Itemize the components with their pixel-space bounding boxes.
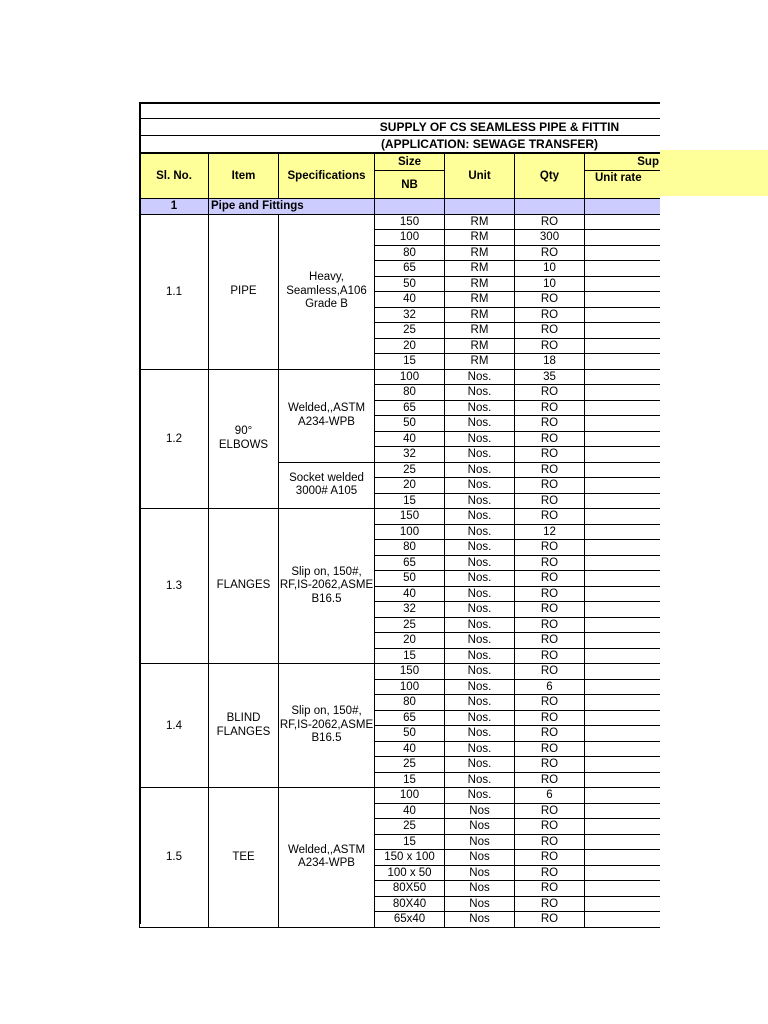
size-cell: 150 — [375, 509, 445, 525]
unit-rate-cell — [585, 695, 661, 711]
qty-cell: RO — [515, 586, 585, 602]
unit-cell: Nos. — [445, 431, 515, 447]
size-cell: 40 — [375, 741, 445, 757]
unit-rate-cell — [585, 447, 661, 463]
unit-cell: Nos. — [445, 493, 515, 509]
qty-cell: RO — [515, 803, 585, 819]
unit-rate-cell — [585, 369, 661, 385]
size-cell: 25 — [375, 757, 445, 773]
qty-cell: RO — [515, 912, 585, 928]
item-specification: Welded,,ASTM A234-WPB — [279, 788, 375, 928]
table-row — [140, 788, 661, 804]
unit-cell: Nos. — [445, 478, 515, 494]
qty-cell: RO — [515, 400, 585, 416]
unit-rate-cell — [585, 788, 661, 804]
size-cell: 65 — [375, 261, 445, 277]
size-cell: 50 — [375, 571, 445, 587]
header-unit: Unit — [445, 154, 515, 199]
unit-cell: Nos — [445, 803, 515, 819]
unit-rate-cell — [585, 602, 661, 618]
unit-rate-cell — [585, 741, 661, 757]
size-cell: 65 — [375, 710, 445, 726]
unit-rate-cell — [585, 834, 661, 850]
sheet-left-border — [139, 102, 141, 924]
qty-cell: 12 — [515, 524, 585, 540]
section-name: Pipe and Fittings — [209, 199, 375, 215]
size-cell: 100 x 50 — [375, 865, 445, 881]
qty-cell: 300 — [515, 230, 585, 246]
size-cell: 20 — [375, 338, 445, 354]
unit-cell: Nos. — [445, 524, 515, 540]
size-cell: 25 — [375, 617, 445, 633]
unit-rate-cell — [585, 664, 661, 680]
sheet-top-border — [139, 102, 660, 104]
item-specification: Heavy, Seamless,A106 Grade B — [279, 214, 375, 369]
item-name: BLIND FLANGES — [209, 664, 279, 788]
unit-cell: Nos. — [445, 726, 515, 742]
unit-cell: Nos. — [445, 695, 515, 711]
qty-cell: RO — [515, 323, 585, 339]
unit-rate-cell — [585, 323, 661, 339]
size-cell: 40 — [375, 431, 445, 447]
qty-cell: RO — [515, 307, 585, 323]
size-cell: 25 — [375, 462, 445, 478]
size-cell: 20 — [375, 478, 445, 494]
unit-rate-cell — [585, 509, 661, 525]
unit-rate-cell — [585, 772, 661, 788]
table-row — [140, 369, 661, 385]
size-cell: 40 — [375, 803, 445, 819]
item-number: 1.2 — [140, 369, 209, 509]
header-sl-no: Sl. No. — [140, 154, 209, 199]
unit-cell: Nos. — [445, 416, 515, 432]
unit-cell: Nos. — [445, 571, 515, 587]
unit-rate-cell — [585, 245, 661, 261]
unit-rate-cell — [585, 726, 661, 742]
unit-cell: RM — [445, 323, 515, 339]
item-specification: Slip on, 150#, RF,IS-2062,ASME B16.5 — [279, 509, 375, 664]
qty-cell: RO — [515, 245, 585, 261]
unit-cell: Nos. — [445, 788, 515, 804]
unit-cell: Nos. — [445, 369, 515, 385]
qty-cell: RO — [515, 555, 585, 571]
qty-cell: RO — [515, 462, 585, 478]
qty-cell: RO — [515, 648, 585, 664]
size-cell: 100 — [375, 788, 445, 804]
header-nb: NB — [375, 171, 445, 199]
unit-cell: Nos. — [445, 509, 515, 525]
qty-cell: RO — [515, 214, 585, 230]
qty-cell: RO — [515, 865, 585, 881]
qty-cell: RO — [515, 416, 585, 432]
qty-cell: RO — [515, 633, 585, 649]
qty-cell: RO — [515, 509, 585, 525]
qty-cell: RO — [515, 540, 585, 556]
size-cell: 50 — [375, 416, 445, 432]
item-number: 1.3 — [140, 509, 209, 664]
header-supply: Sup — [585, 154, 661, 171]
unit-cell: Nos. — [445, 602, 515, 618]
header-item: Item — [209, 154, 279, 199]
item-number: 1.5 — [140, 788, 209, 928]
unit-cell: Nos — [445, 850, 515, 866]
unit-cell: Nos. — [445, 633, 515, 649]
unit-rate-cell — [585, 865, 661, 881]
unit-cell: Nos. — [445, 385, 515, 401]
qty-cell: RO — [515, 338, 585, 354]
qty-cell: RO — [515, 710, 585, 726]
size-cell: 32 — [375, 307, 445, 323]
table-row — [140, 509, 661, 525]
item-number: 1.1 — [140, 214, 209, 369]
unit-rate-cell — [585, 586, 661, 602]
qty-cell: RO — [515, 819, 585, 835]
item-specification: Welded,,ASTM A234-WPB — [279, 369, 375, 462]
bill-of-quantities-table — [139, 153, 660, 928]
qty-cell: RO — [515, 571, 585, 587]
header-unit-rate: Unit rate — [585, 171, 661, 199]
unit-rate-cell — [585, 850, 661, 866]
unit-cell: RM — [445, 276, 515, 292]
size-cell: 80 — [375, 385, 445, 401]
unit-cell: RM — [445, 230, 515, 246]
section-empty-cell — [585, 199, 661, 215]
unit-cell: RM — [445, 292, 515, 308]
size-cell: 15 — [375, 493, 445, 509]
size-cell: 80 — [375, 245, 445, 261]
blank-top-row — [139, 102, 660, 119]
size-cell: 15 — [375, 648, 445, 664]
item-name: FLANGES — [209, 509, 279, 664]
unit-cell: RM — [445, 354, 515, 370]
size-cell: 100 — [375, 369, 445, 385]
item-specification: Slip on, 150#, RF,IS-2062,ASME B16.5 — [279, 664, 375, 788]
section-number: 1 — [140, 199, 209, 215]
unit-rate-cell — [585, 400, 661, 416]
unit-cell: RM — [445, 245, 515, 261]
qty-cell: RO — [515, 726, 585, 742]
unit-rate-cell — [585, 540, 661, 556]
item-name: TEE — [209, 788, 279, 928]
unit-cell: RM — [445, 214, 515, 230]
unit-rate-cell — [585, 633, 661, 649]
qty-cell: RO — [515, 896, 585, 912]
size-cell: 50 — [375, 726, 445, 742]
qty-cell: RO — [515, 757, 585, 773]
size-cell: 100 — [375, 230, 445, 246]
unit-rate-cell — [585, 230, 661, 246]
spreadsheet — [139, 102, 660, 928]
size-cell: 50 — [375, 276, 445, 292]
size-cell: 15 — [375, 834, 445, 850]
qty-cell: RO — [515, 664, 585, 680]
unit-cell: Nos. — [445, 757, 515, 773]
unit-cell: Nos. — [445, 741, 515, 757]
section-empty-cell — [445, 199, 515, 215]
header-size: Size — [375, 154, 445, 171]
unit-cell: Nos — [445, 834, 515, 850]
qty-cell: 6 — [515, 788, 585, 804]
unit-cell: Nos — [445, 865, 515, 881]
size-cell: 100 — [375, 679, 445, 695]
qty-cell: RO — [515, 772, 585, 788]
unit-rate-cell — [585, 555, 661, 571]
unit-rate-cell — [585, 648, 661, 664]
qty-cell: RO — [515, 292, 585, 308]
unit-rate-cell — [585, 617, 661, 633]
unit-rate-cell — [585, 571, 661, 587]
unit-cell: Nos — [445, 819, 515, 835]
size-cell: 80X50 — [375, 881, 445, 897]
unit-rate-cell — [585, 292, 661, 308]
size-cell: 25 — [375, 323, 445, 339]
qty-cell: RO — [515, 850, 585, 866]
unit-cell: Nos. — [445, 400, 515, 416]
size-cell: 25 — [375, 819, 445, 835]
unit-rate-cell — [585, 354, 661, 370]
size-cell: 32 — [375, 602, 445, 618]
size-cell: 150 — [375, 664, 445, 680]
unit-rate-cell — [585, 416, 661, 432]
unit-rate-cell — [585, 276, 661, 292]
qty-cell: RO — [515, 741, 585, 757]
item-specification: Socket welded 3000# A105 — [279, 462, 375, 509]
unit-cell: Nos. — [445, 540, 515, 556]
qty-cell: 10 — [515, 276, 585, 292]
header-specifications: Specifications — [279, 154, 375, 199]
unit-rate-cell — [585, 338, 661, 354]
unit-cell: Nos — [445, 896, 515, 912]
qty-cell: 35 — [515, 369, 585, 385]
size-cell: 80 — [375, 540, 445, 556]
unit-rate-cell — [585, 462, 661, 478]
item-name: 90° ELBOWS — [209, 369, 279, 509]
unit-cell: Nos. — [445, 710, 515, 726]
title-line-1: SUPPLY OF CS SEAMLESS PIPE & FITTIN — [139, 119, 660, 136]
unit-rate-cell — [585, 819, 661, 835]
unit-cell: Nos. — [445, 664, 515, 680]
qty-cell: 18 — [515, 354, 585, 370]
section-empty-cell — [375, 199, 445, 215]
section-empty-cell — [515, 199, 585, 215]
unit-cell: Nos. — [445, 772, 515, 788]
size-cell: 15 — [375, 354, 445, 370]
unit-rate-cell — [585, 261, 661, 277]
unit-cell: Nos. — [445, 462, 515, 478]
unit-cell: Nos — [445, 912, 515, 928]
size-cell: 100 — [375, 524, 445, 540]
size-cell: 40 — [375, 292, 445, 308]
unit-cell: Nos. — [445, 586, 515, 602]
size-cell: 15 — [375, 772, 445, 788]
size-cell: 150 x 100 — [375, 850, 445, 866]
qty-cell: RO — [515, 478, 585, 494]
unit-rate-cell — [585, 493, 661, 509]
unit-rate-cell — [585, 524, 661, 540]
unit-rate-cell — [585, 431, 661, 447]
item-number: 1.4 — [140, 664, 209, 788]
unit-rate-cell — [585, 912, 661, 928]
item-name: PIPE — [209, 214, 279, 369]
qty-cell: RO — [515, 431, 585, 447]
unit-rate-cell — [585, 478, 661, 494]
qty-cell: RO — [515, 385, 585, 401]
size-cell: 80 — [375, 695, 445, 711]
unit-cell: RM — [445, 338, 515, 354]
unit-cell: RM — [445, 307, 515, 323]
unit-cell: Nos. — [445, 617, 515, 633]
qty-cell: RO — [515, 881, 585, 897]
unit-rate-cell — [585, 710, 661, 726]
qty-cell: RO — [515, 493, 585, 509]
unit-cell: Nos. — [445, 679, 515, 695]
size-cell: 65x40 — [375, 912, 445, 928]
qty-cell: 10 — [515, 261, 585, 277]
qty-cell: RO — [515, 834, 585, 850]
unit-cell: Nos. — [445, 555, 515, 571]
size-cell: 80X40 — [375, 896, 445, 912]
unit-rate-cell — [585, 757, 661, 773]
unit-cell: Nos — [445, 881, 515, 897]
unit-cell: Nos. — [445, 447, 515, 463]
size-cell: 65 — [375, 400, 445, 416]
unit-cell: Nos. — [445, 648, 515, 664]
table-row — [140, 214, 661, 230]
unit-rate-cell — [585, 307, 661, 323]
size-cell: 40 — [375, 586, 445, 602]
unit-cell: RM — [445, 261, 515, 277]
title-line-2: (APPLICATION: SEWAGE TRANSFER) — [139, 136, 660, 153]
unit-rate-cell — [585, 896, 661, 912]
unit-rate-cell — [585, 881, 661, 897]
unit-rate-cell — [585, 679, 661, 695]
qty-cell: RO — [515, 447, 585, 463]
qty-cell: 6 — [515, 679, 585, 695]
header-qty: Qty — [515, 154, 585, 199]
unit-rate-cell — [585, 803, 661, 819]
qty-cell: RO — [515, 617, 585, 633]
table-row — [140, 664, 661, 680]
qty-cell: RO — [515, 695, 585, 711]
size-cell: 32 — [375, 447, 445, 463]
size-cell: 20 — [375, 633, 445, 649]
unit-rate-cell — [585, 385, 661, 401]
header-fill-extension — [660, 150, 768, 196]
size-cell: 65 — [375, 555, 445, 571]
unit-rate-cell — [585, 214, 661, 230]
qty-cell: RO — [515, 602, 585, 618]
size-cell: 150 — [375, 214, 445, 230]
